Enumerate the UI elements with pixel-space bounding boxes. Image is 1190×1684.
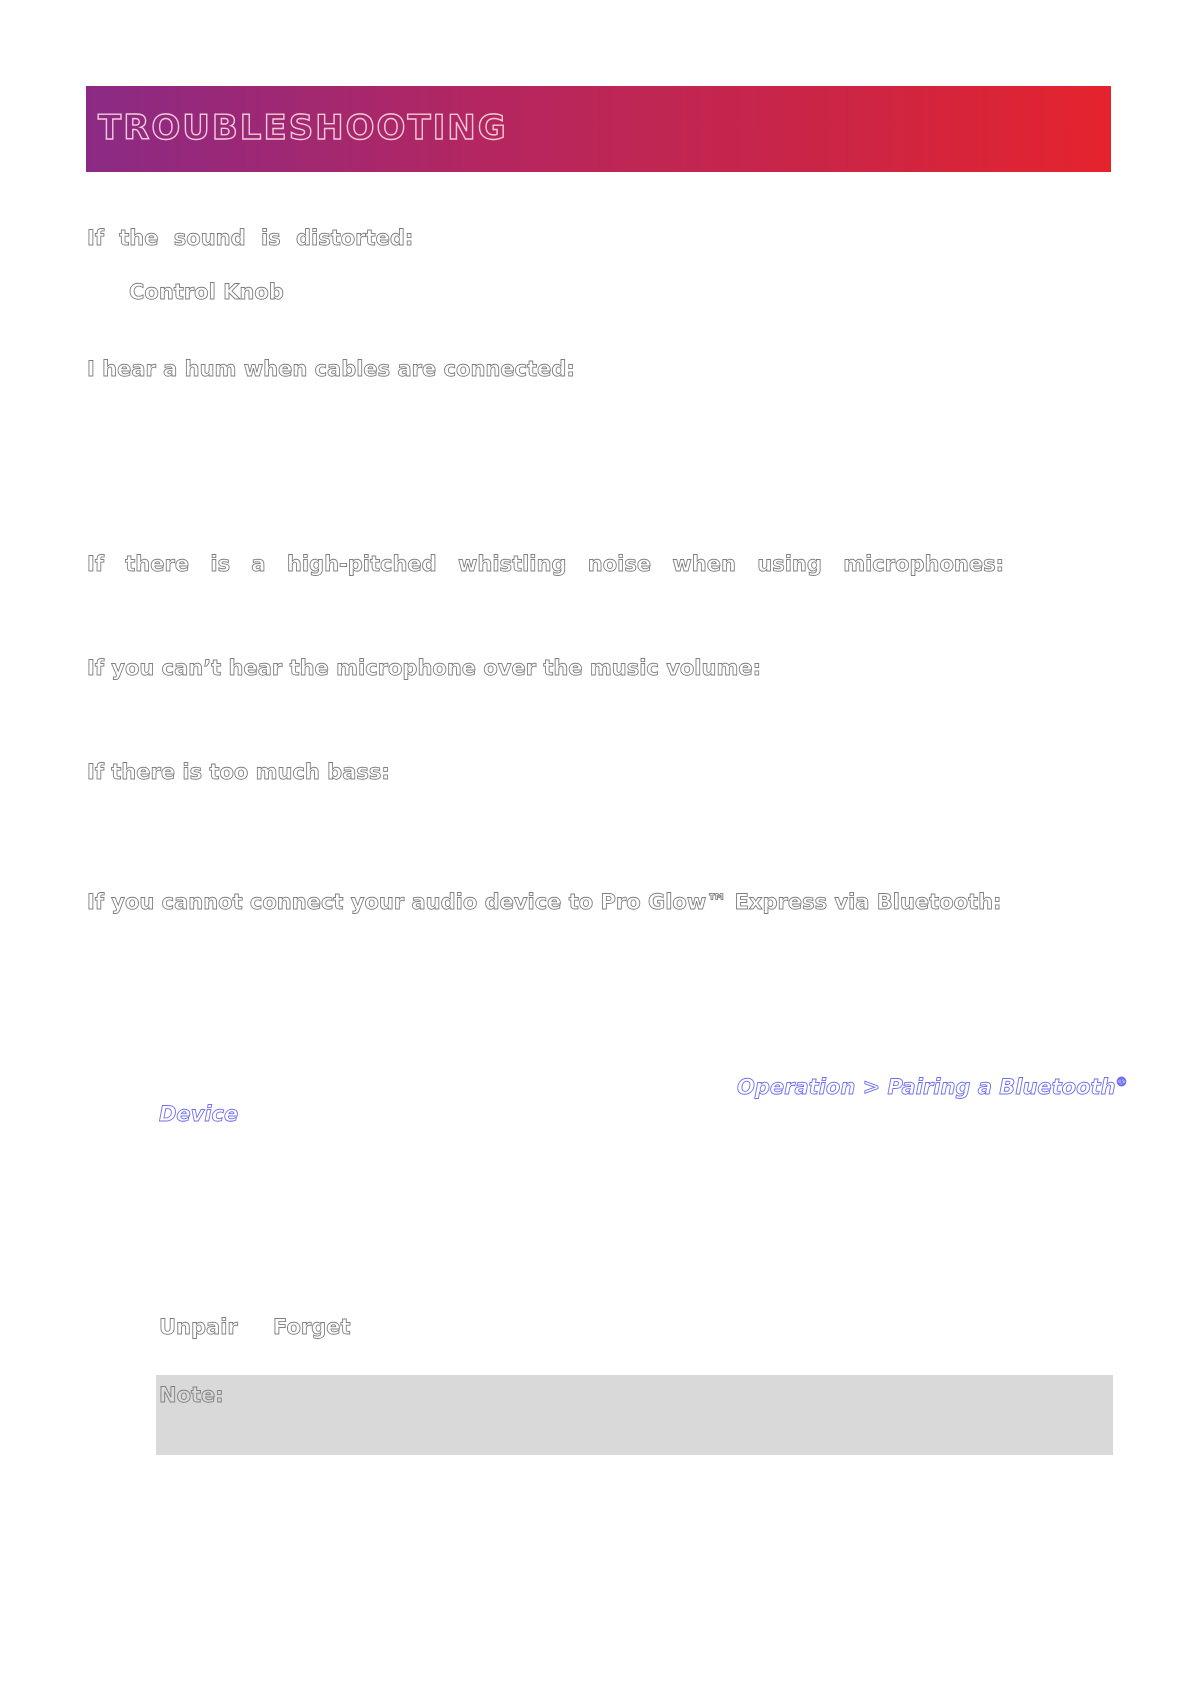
- page-title: TROUBLESHOOTING: [98, 108, 508, 148]
- heading-whistling: If there is a high-pitched whistling noise when using microphones:: [87, 552, 1005, 576]
- pairing-bluetooth-link-device[interactable]: Device: [159, 1102, 239, 1126]
- heading-bluetooth: If you cannot connect your audio device to Pro Glow™ Express via Bluetooth:: [87, 890, 1002, 914]
- note-label: Note:: [159, 1383, 224, 1407]
- pairing-bluetooth-link[interactable]: [737, 1075, 1128, 1099]
- section-banner: [86, 86, 1111, 172]
- forget-label: Forget: [273, 1315, 351, 1339]
- pairing-link-text[interactable]: Operation > Pairing a Bluetooth: [737, 1075, 1116, 1099]
- heading-hum: I hear a hum when cables are connected:: [87, 357, 575, 381]
- unpair-label: Unpair: [159, 1315, 238, 1339]
- heading-sound-distorted: If the sound is distorted:: [87, 226, 414, 250]
- heading-too-much-bass: If there is too much bass:: [87, 760, 390, 784]
- control-knob-label: Control Knob: [129, 280, 284, 304]
- heading-microphone-volume: If you can’t hear the microphone over the music volume:: [87, 656, 761, 680]
- note-box: [156, 1375, 1113, 1455]
- registered-mark: ®: [1115, 1075, 1128, 1089]
